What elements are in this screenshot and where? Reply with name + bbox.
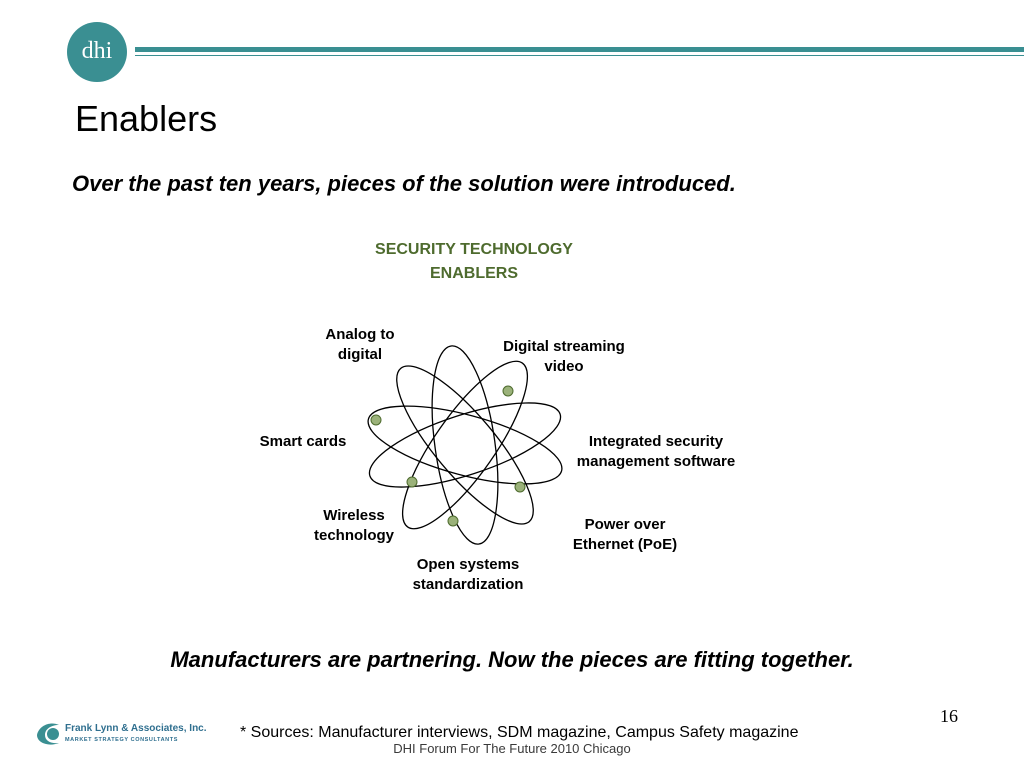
- label-smart-cards: [238, 432, 368, 452]
- label-poe-line-2: Ethernet (PoE): [572, 536, 678, 553]
- page-number: 16: [940, 706, 958, 726]
- label-poe-line-1: Power over: [584, 516, 666, 533]
- label-integrated-security: [556, 432, 756, 472]
- diagram-title-line-2: ENABLERS: [429, 265, 518, 282]
- frank-lynn-logo-name: Frank Lynn & Associates, Inc.: [65, 723, 207, 734]
- node-integrated: [515, 482, 525, 492]
- sources-note: * Sources: Manufacturer interviews, SDM magazine, Campus Safety magazine: [240, 724, 799, 741]
- node-streaming: [503, 386, 513, 396]
- node-open: [448, 516, 458, 526]
- conclusion-text: Manufacturers are partnering. Now the pieces are fitting together.: [170, 647, 854, 672]
- event-footer: DHI Forum For The Future 2010 Chicago: [393, 741, 631, 756]
- label-streaming-line-1: Digital streaming: [503, 338, 625, 355]
- label-analog-line-2: digital: [337, 346, 383, 363]
- orbit-4: [361, 386, 570, 505]
- slide-title: Enablers: [75, 98, 218, 139]
- label-digital-streaming: [484, 337, 644, 377]
- label-analog-line-1: Analog to: [325, 326, 395, 343]
- orbit-3: [361, 390, 570, 500]
- label-wireless-line-1: Wireless: [323, 507, 385, 524]
- label-poe: [555, 515, 695, 555]
- header-rule: [135, 47, 1024, 52]
- label-integrated-line-1: Integrated security: [588, 433, 724, 450]
- frank-lynn-logo-tagline: MARKET STRATEGY CONSULTANTS: [65, 737, 178, 743]
- node-analog: [371, 415, 381, 425]
- slide-subtitle: Over the past ten years, pieces of the solution were introduced.: [72, 171, 736, 196]
- diagram-title: [324, 238, 624, 286]
- dhi-logo: [67, 22, 127, 82]
- node-wireless: [407, 477, 417, 487]
- label-open-line-1: Open systems: [416, 556, 520, 573]
- dhi-logo-text: dhi: [81, 38, 113, 64]
- label-integrated-line-2: management software: [576, 453, 736, 470]
- label-wireless: [294, 506, 414, 546]
- label-open-line-2: standardization: [412, 576, 524, 593]
- label-analog-to-digital: [305, 325, 415, 365]
- label-smart-cards-line-1: Smart cards: [259, 433, 347, 450]
- diagram-title-line-1: SECURITY TECHNOLOGY: [375, 241, 573, 258]
- label-streaming-line-2: video: [544, 358, 584, 375]
- header-rule-thin: [135, 55, 1024, 56]
- label-wireless-line-2: technology: [313, 527, 394, 544]
- label-open-systems: [388, 555, 548, 595]
